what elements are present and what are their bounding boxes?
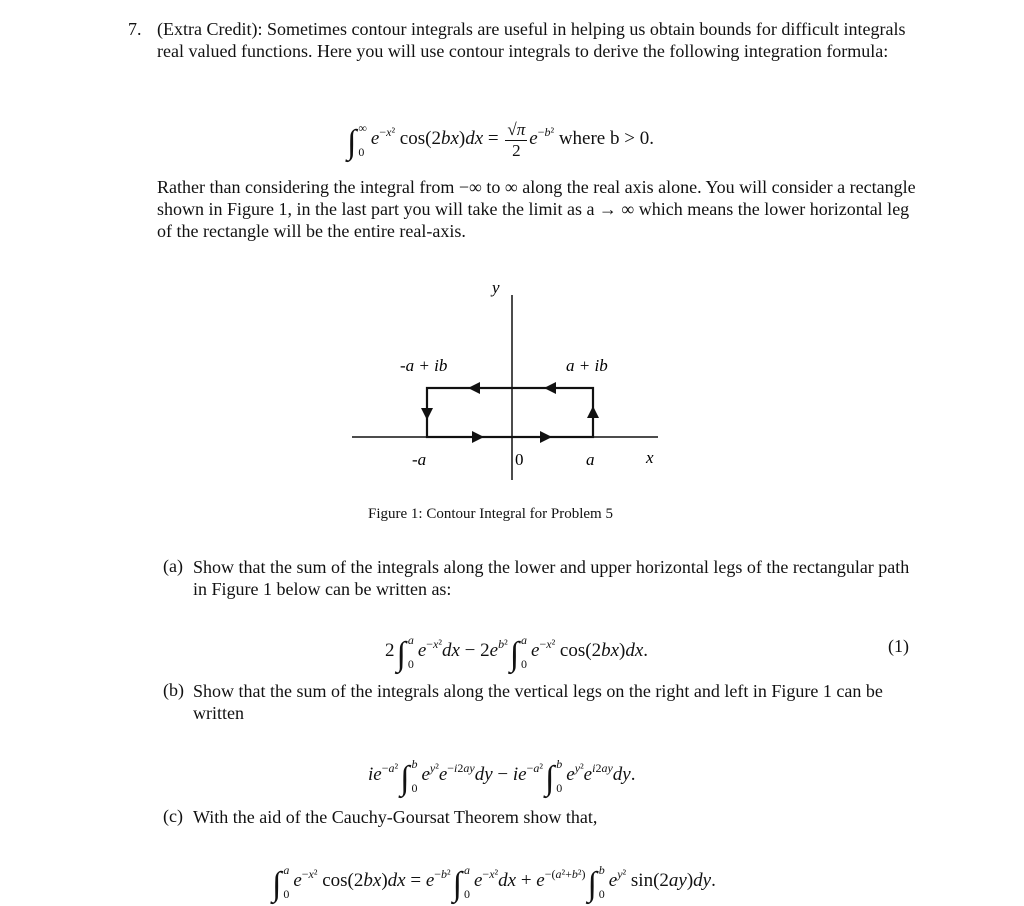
main-formula: ∫ ∞ 0 $e^{-x^2}$ cos(2bx)dx = $\frac{√\pi}{2}$ $e^{-b^2}$ where b > 0. [347,120,654,161]
arrow-bottom-right [540,431,552,443]
part-c-text: With the aid of the Cauchy-Goursat Theorem show that, [193,807,598,827]
equation-b: $ie^{-a^2}\int$ b 0 $e^{y^2}e^{-i2ay}dy - ie^{-a^2}\int$ b 0 $e^{y^2}e^{i2ay}dy$. [368,757,636,797]
contour-rectangle [427,388,593,437]
problem-rather: Rather than considering the integral from −∞ to ∞ along the real axis alone. You will consider a rectangle shown in Figure 1, in the last part you will take the limit as a → ∞ which means the lower horizontal leg of the rectangle will be the entire real-axis. [157,177,916,241]
where-text: where [558,128,606,149]
arrow-right-up [587,406,599,418]
equation-1-number: (1) [888,636,909,656]
label-top-left: -a + ib [400,356,448,375]
arrow-bottom-left [472,431,484,443]
contour-figure [340,275,670,490]
label-y: y [492,278,500,297]
label-top-right: a + ib [566,356,608,375]
arrow-top-right [544,382,556,394]
arrow-top-left [468,382,480,394]
problem-number: 7. [128,19,142,39]
arrow-left-down [421,408,433,420]
part-a-label: (a) [163,556,183,576]
equation-1: 2∫ a 0 $e^{-x^2}dx - 2e^{b^2}\int$ a 0 $e^{-x^2}$ cos(2bx)dx. [385,633,649,673]
figure-caption: Figure 1: Contour Integral for Problem 5 [368,506,613,522]
condition-text: b > 0. [610,128,654,149]
part-c-label: (c) [163,806,183,826]
label-neg-a: -a [412,450,427,469]
label-x: x [646,448,654,467]
equation-c: ∫ a 0 $e^{-x^2}$ $\cos(2bx)dx = e^{-b^2}\int$ a 0 $e^{-x^2}dx + e^{-(a^2+b^2)}\int$ b 0 $e^{y^2}$ sin(2ay)dy. [272,863,716,903]
part-a-text: Show that the sum of the integrals along the lower and upper horizontal legs of the rectangular path in Figure 1 below can be written as: [193,557,910,599]
part-b-text: Show that the sum of the integrals along the vertical legs on the right and left in Figure 1 can be written [193,681,883,723]
label-pos-a: a [586,450,595,469]
label-zero: 0 [515,450,524,469]
part-b-label: (b) [163,680,184,700]
problem-intro: (Extra Credit): Sometimes contour integrals are useful in helping us obtain bounds for difficult integrals real valued functions. Here you will use contour integrals to derive the following integration formula: [157,19,906,61]
